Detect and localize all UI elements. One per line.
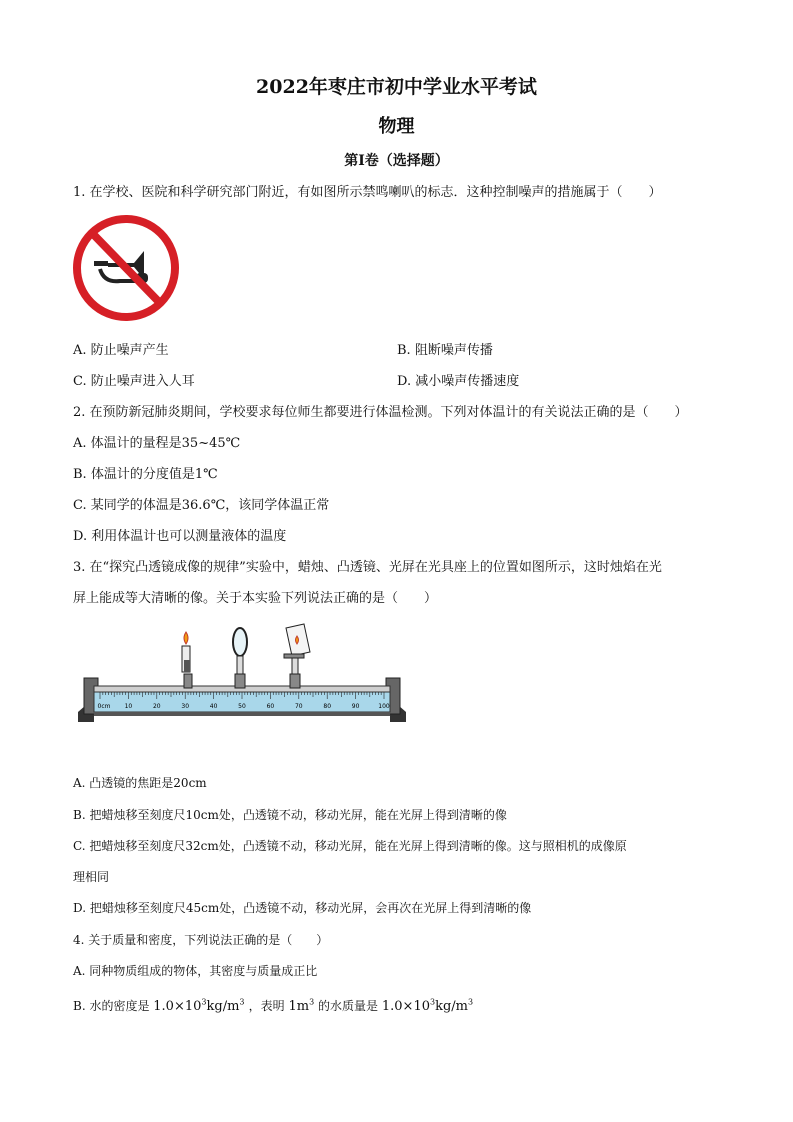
ruler-label: 50: [238, 703, 246, 710]
ruler-label: 10: [124, 703, 133, 710]
density-unit-exp-2: 3: [467, 997, 474, 1007]
ruler-label: 60: [266, 703, 275, 710]
q2-option-c: C. 某同学的体温是36.6℃，该同学体温正常: [73, 498, 330, 513]
section-heading: 第I卷（选择题）: [344, 153, 449, 169]
optical-bench-figure: [72, 622, 412, 730]
convex-lens-icon: [233, 628, 247, 688]
ruler-label: 40: [209, 703, 218, 710]
ruler-label: 0cm: [97, 703, 111, 710]
q2-option-d: D. 利用体温计也可以测量液体的温度: [73, 529, 287, 544]
ruler-label: 30: [181, 703, 190, 710]
q1-option-c: C. 防止噪声进入人耳: [73, 374, 195, 389]
density-exp-2: 3: [429, 997, 436, 1007]
subject-title: 物理: [378, 116, 415, 137]
q3-option-b: B. 把蜡烛移至刻度尺10cm处，凸透镜不动，移动光屏，能在光屏上得到清晰的像: [73, 808, 507, 822]
candle-icon: [182, 632, 192, 688]
q1-stem: 1. 在学校、医院和科学研究部门附近，有如图所示禁鸣喇叭的标志．这种控制噪声的措施属于（ ）: [73, 185, 662, 200]
q3-stem-line2: 屏上能成等大清晰的像。关于本实验下列说法正确的是（ ）: [73, 591, 438, 606]
density-unit: kg/m: [206, 999, 240, 1014]
ruler-label: 80: [323, 703, 332, 710]
light-screen-icon: [284, 624, 310, 688]
no-honking-sign-icon: [72, 213, 180, 323]
density-times-2: ×10: [402, 999, 430, 1014]
volume-value: [288, 999, 314, 1014]
q2-option-a: A. 体温计的量程是35~45℃: [73, 436, 241, 451]
q1-option-a: A. 防止噪声产生: [73, 343, 169, 358]
q4-stem: 4. 关于质量和密度，下列说法正确的是（ ）: [73, 933, 329, 947]
density-mantissa-2: 1.0: [381, 999, 403, 1014]
volume-exp: 3: [309, 997, 315, 1007]
density-exp: 3: [201, 997, 207, 1007]
ruler-label: 100: [378, 703, 390, 710]
q3-option-c-cont: 理相同: [73, 870, 110, 884]
volume-number: 1m: [288, 999, 310, 1014]
q4-option-b-mid2: 的水质量是: [318, 999, 379, 1013]
q1-option-b: B. 阻断噪声传播: [397, 343, 493, 358]
q4-option-b-prefix: B. 水的密度是: [73, 999, 150, 1013]
q3-option-a: A. 凸透镜的焦距是20cm: [73, 776, 207, 790]
density-unit-2: kg/m: [435, 999, 468, 1014]
q4-option-b: [73, 997, 473, 1014]
q3-option-c: C. 把蜡烛移至刻度尺32cm处，凸透镜不动，移动光屏，能在光屏上得到清晰的像。这与照相机的成像原: [73, 839, 627, 853]
q2-option-b: B. 体温计的分度值是1℃: [73, 467, 218, 482]
q1-option-d: D. 减小噪声传播速度: [397, 374, 520, 389]
ruler-label: 20: [152, 703, 161, 710]
q2-stem: 2. 在预防新冠肺炎期间，学校要求每位师生都要进行体温检测。下列对体温计的有关说法正确的是（ ）: [73, 405, 688, 420]
q3-stem-line1: 3. 在“探究凸透镜成像的规律”实验中，蜡烛、凸透镜、光屏在光具座上的位置如图所示，这时烛焰在光: [73, 560, 662, 575]
q4-option-b-mid: ，表明: [248, 999, 285, 1013]
q3-option-d: D. 把蜡烛移至刻度尺45cm处，凸透镜不动，移动光屏，会再次在光屏上得到清晰的像: [73, 901, 532, 915]
density-mantissa: 1.0: [153, 999, 174, 1014]
ruler-label: 70: [294, 703, 303, 710]
density-value-2: [382, 999, 473, 1014]
density-unit-exp: 3: [239, 997, 245, 1007]
exam-title: 2022年枣庄市初中学业水平考试: [256, 76, 537, 98]
q4-option-a: A. 同种物质组成的物体，其密度与质量成正比: [73, 964, 318, 978]
density-value: [153, 999, 248, 1014]
density-times: ×10: [173, 999, 202, 1014]
ruler-label: 90: [351, 703, 360, 710]
